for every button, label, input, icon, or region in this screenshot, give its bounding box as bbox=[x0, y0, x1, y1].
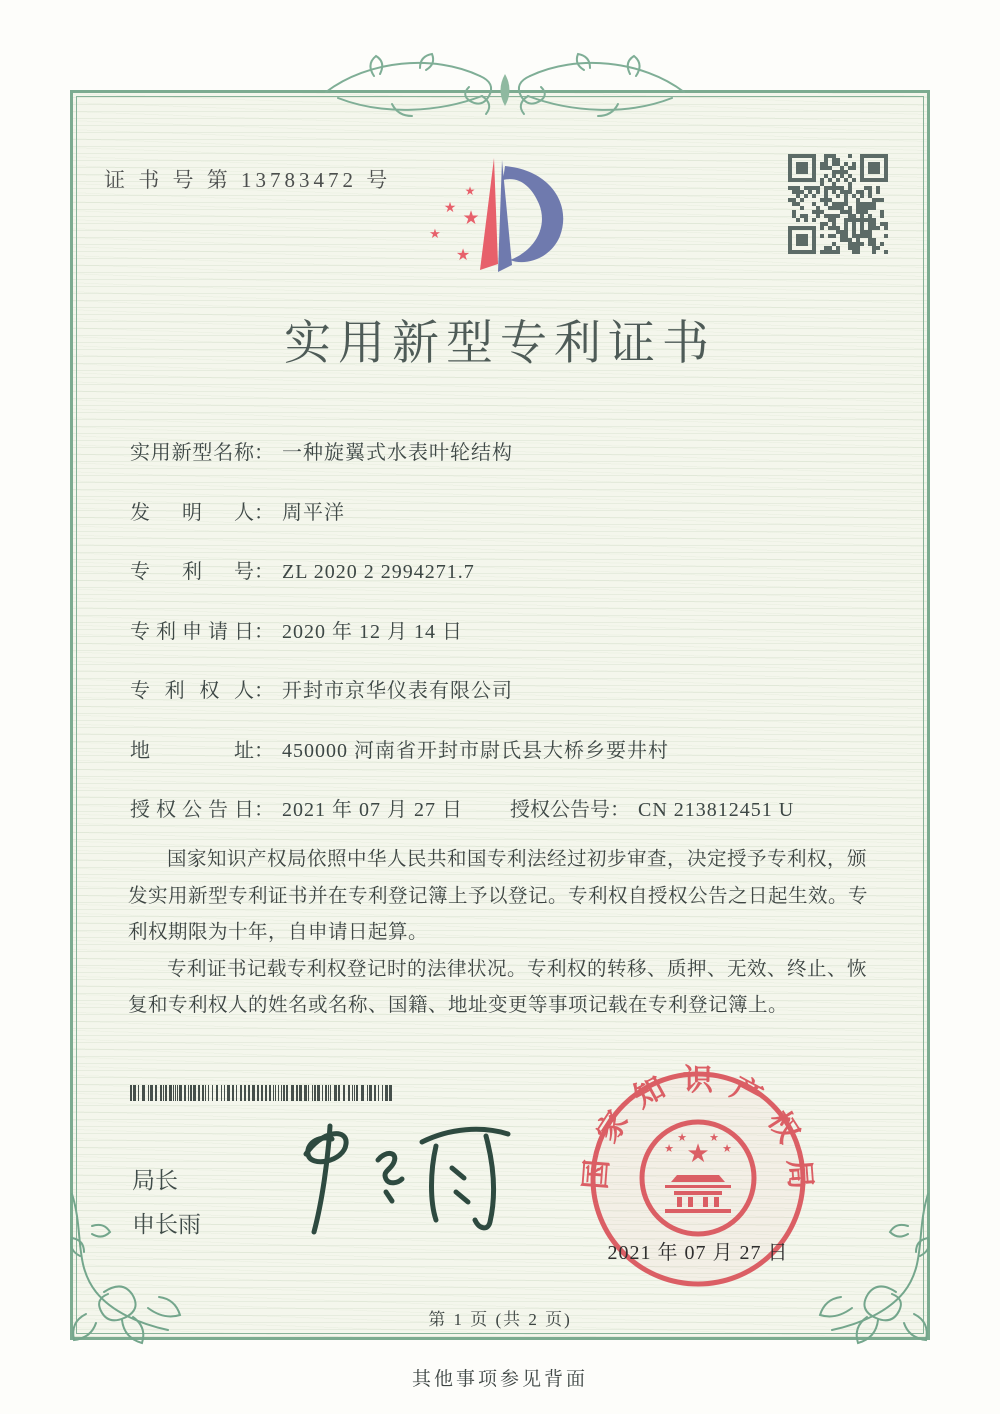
svg-text:★: ★ bbox=[443, 200, 457, 216]
field-list bbox=[130, 436, 890, 853]
field-row-inventor bbox=[130, 496, 890, 556]
field-colon: ： bbox=[254, 442, 274, 464]
grant-date-value: 2021 年 07 月 27 日 bbox=[282, 799, 463, 821]
field-value: ZL 2020 2 2994271.7 bbox=[282, 561, 475, 583]
field-row-patentee bbox=[130, 674, 890, 734]
grant-number-group bbox=[510, 793, 794, 822]
field-colon: ： bbox=[254, 561, 274, 583]
page-number: 第 1 页 (共 2 页) bbox=[428, 1310, 572, 1329]
svg-text:★: ★ bbox=[455, 245, 471, 264]
field-colon: ： bbox=[610, 799, 630, 821]
field-value: 开封市京华仪表有限公司 bbox=[282, 680, 513, 702]
field-colon: ： bbox=[254, 739, 274, 762]
field-colon: ： bbox=[254, 620, 274, 643]
field-colon: ： bbox=[254, 501, 274, 524]
field-label: 发明人 bbox=[130, 501, 254, 524]
seal-text: 国家知识产权局 bbox=[579, 1064, 817, 1191]
field-row-address bbox=[130, 734, 890, 794]
field-row-filing-date bbox=[130, 615, 890, 675]
signer-title: 局长 bbox=[132, 1167, 178, 1193]
field-label: 专利权人 bbox=[130, 680, 254, 702]
svg-text:★: ★ bbox=[664, 1142, 674, 1155]
field-label: 实用新型名称 bbox=[130, 442, 254, 464]
field-label: 地址 bbox=[130, 739, 254, 762]
grant-number-value: CN 213812451 U bbox=[638, 799, 795, 821]
svg-text:★: ★ bbox=[462, 207, 480, 229]
certificate-title: 实用新型专利证书 bbox=[284, 318, 716, 370]
signer-block bbox=[132, 1158, 201, 1246]
signature-icon bbox=[272, 1110, 522, 1238]
svg-text:★: ★ bbox=[722, 1142, 732, 1155]
cnipa-patent-logo-icon bbox=[418, 150, 598, 288]
field-row-patent-number bbox=[130, 555, 890, 615]
svg-text:★: ★ bbox=[429, 227, 441, 242]
svg-text:★: ★ bbox=[464, 184, 476, 198]
field-label: 专利号 bbox=[130, 561, 254, 583]
field-colon: ： bbox=[254, 680, 274, 702]
signer-name: 申长雨 bbox=[132, 1211, 201, 1237]
certificate-number: 证 书 号 第 13783472 号 bbox=[104, 168, 392, 192]
grant-number-label: 授权公告号 bbox=[510, 799, 610, 821]
field-value: 一种旋翼式水表叶轮结构 bbox=[282, 442, 513, 464]
field-label: 授权公告日 bbox=[130, 799, 254, 821]
back-side-note: 其他事项参见背面 bbox=[411, 1369, 588, 1390]
barcode-icon bbox=[130, 1085, 392, 1101]
field-value: 2020 年 12 月 14 日 bbox=[282, 620, 463, 643]
svg-text:★: ★ bbox=[709, 1131, 719, 1144]
field-value: 周平洋 bbox=[282, 501, 345, 524]
field-value: 450000 河南省开封市尉氏县大桥乡要井村 bbox=[282, 739, 669, 762]
svg-text:★: ★ bbox=[686, 1139, 710, 1169]
field-label: 专利申请日 bbox=[130, 620, 254, 643]
field-colon: ： bbox=[254, 799, 274, 821]
qr-code-icon bbox=[788, 154, 888, 254]
field-row-utility-name bbox=[130, 436, 890, 496]
legal-paragraph-1: 国家知识产权局依照中华人民共和国专利法经过初步审查，决定授予专利权，颁发实用新型专利证书并在专利登记簿上予以登记。专利权自授权公告之日起生效。专利权期限为十年，自申请日起算。 bbox=[128, 849, 869, 943]
legal-text-block bbox=[128, 842, 882, 1025]
svg-text:★: ★ bbox=[677, 1131, 687, 1144]
legal-paragraph-2: 专利证书记载专利权登记时的法律状况。专利权的转移、质押、无效、终止、恢复和专利权人的姓名或名称、国籍、地址变更等事项记载在专利登记簿上。 bbox=[128, 958, 868, 1016]
seal-date: 2021 年 07 月 27 日 bbox=[607, 1242, 789, 1264]
